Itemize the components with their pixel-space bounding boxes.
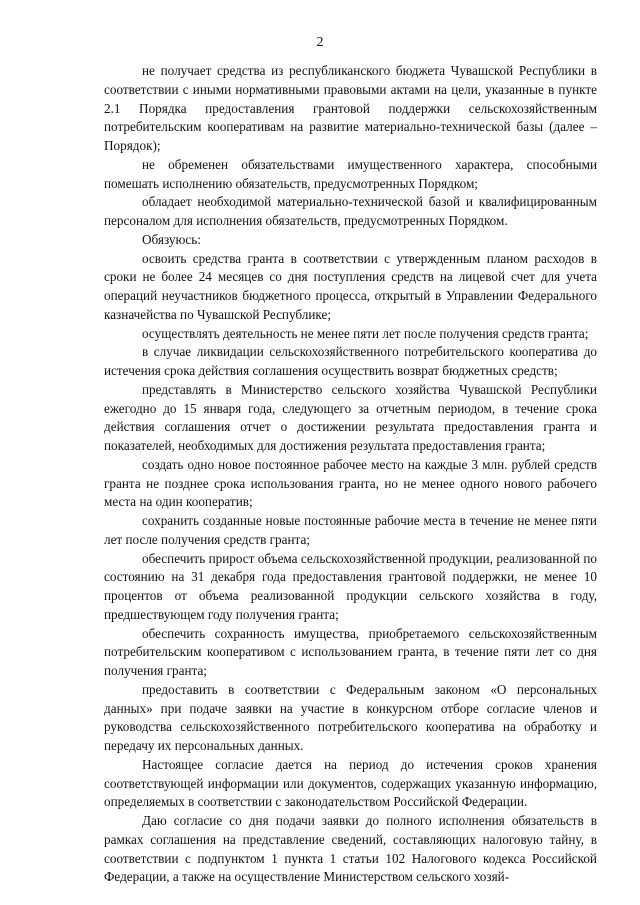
document-body [104,62,597,887]
paragraph: обеспечить сохранность имущества, приобретаемого сельскохозяйственным потребительским кооперативом с использованием гранта, в течение пяти лет со дня получения гранта; [104,625,597,678]
paragraph: Даю согласие со дня подачи заявки до полного исполнения обязательств в рамках соглашения на представление сведений, составляющих налоговую тайну, в соответствии с подпунктом 1 пункта 1 статьи 102 Налогового кодекса Российской Федерации, а также на осуществление Министерством сельского хозяй- [104,813,597,885]
paragraph: в случае ликвидации сельскохозяйственного потребительского кооператива до истечения срока действия соглашения осуществить возврат бюджетных средств; [104,344,597,378]
paragraph: создать одно новое постоянное рабочее место на каждые 3 млн. рублей средств гранта не позднее срока использования гранта, но не менее одного нового рабочего места на один кооператив; [104,456,597,510]
paragraph: осуществлять деятельность не менее пяти лет после получения средств гранта; [142,325,589,341]
paragraph: не получает средства из республиканского бюджета Чувашской Республики в соответствии с иными нормативными правовыми актами на цели, указанные в пункте 2.1 Порядка предоставления грантовой поддержки сельскохозяйственным потребительским кооперативам на развитие материально-технической базы (далее – Порядок); [104,63,597,153]
paragraph: обладает необходимой материально-технической базой и квалифицированным персоналом для исполнения обязательств, предусмотренных Порядком. [104,194,597,228]
paragraph: сохранить созданные новые постоянные рабочие места в течение не менее пяти лет после получения средств гранта; [104,513,597,547]
paragraph: предоставить в соответствии с Федеральным законом «О персональных данных» при подаче заявки на участие в конкурсном отборе согласие членов и руководства сельскохозяйственного потребительского кооператива на обработку и передачу их персональных данных. [104,681,597,753]
paragraph: Настоящее согласие дается на период до истечения сроков хранения соответствующей информации или документов, содержащих указанную информацию, определяемых в соответствии с законодательством Российской Федерации. [104,756,597,810]
paragraph: представлять в Министерство сельского хозяйства Чувашской Республики ежегодно до 15 января года, следующего за отчетным периодом, в течение срока действия соглашения отчет о достижении результата предоставления гранта и показателей, необходимых для достижения результата предоставления гранта; [104,381,597,453]
page-number: 2 [316,35,324,50]
paragraph: Обязуюсь: [142,231,201,247]
paragraph: обеспечить прирост объема сельскохозяйственной продукции, реализованной по состоянию на 31 декабря года предоставления грантовой поддержки, не менее 10 процентов от объема реализованной продукции сельского хозяйства в году, предшествующем году получения гранта; [104,550,597,622]
paragraph: не обременен обязательствами имущественного характера, способными помешать исполнению обязательств, предусмотренных Порядком; [104,156,597,191]
paragraph: освоить средства гранта в соответствии с утвержденным планом расходов в сроки не более 24 месяцев со дня поступления средств на лицевой счет для учета операций неучастников бюджетного процесса, открытый в Управлении Федерального казначейства по Чувашской Республике; [104,250,597,322]
